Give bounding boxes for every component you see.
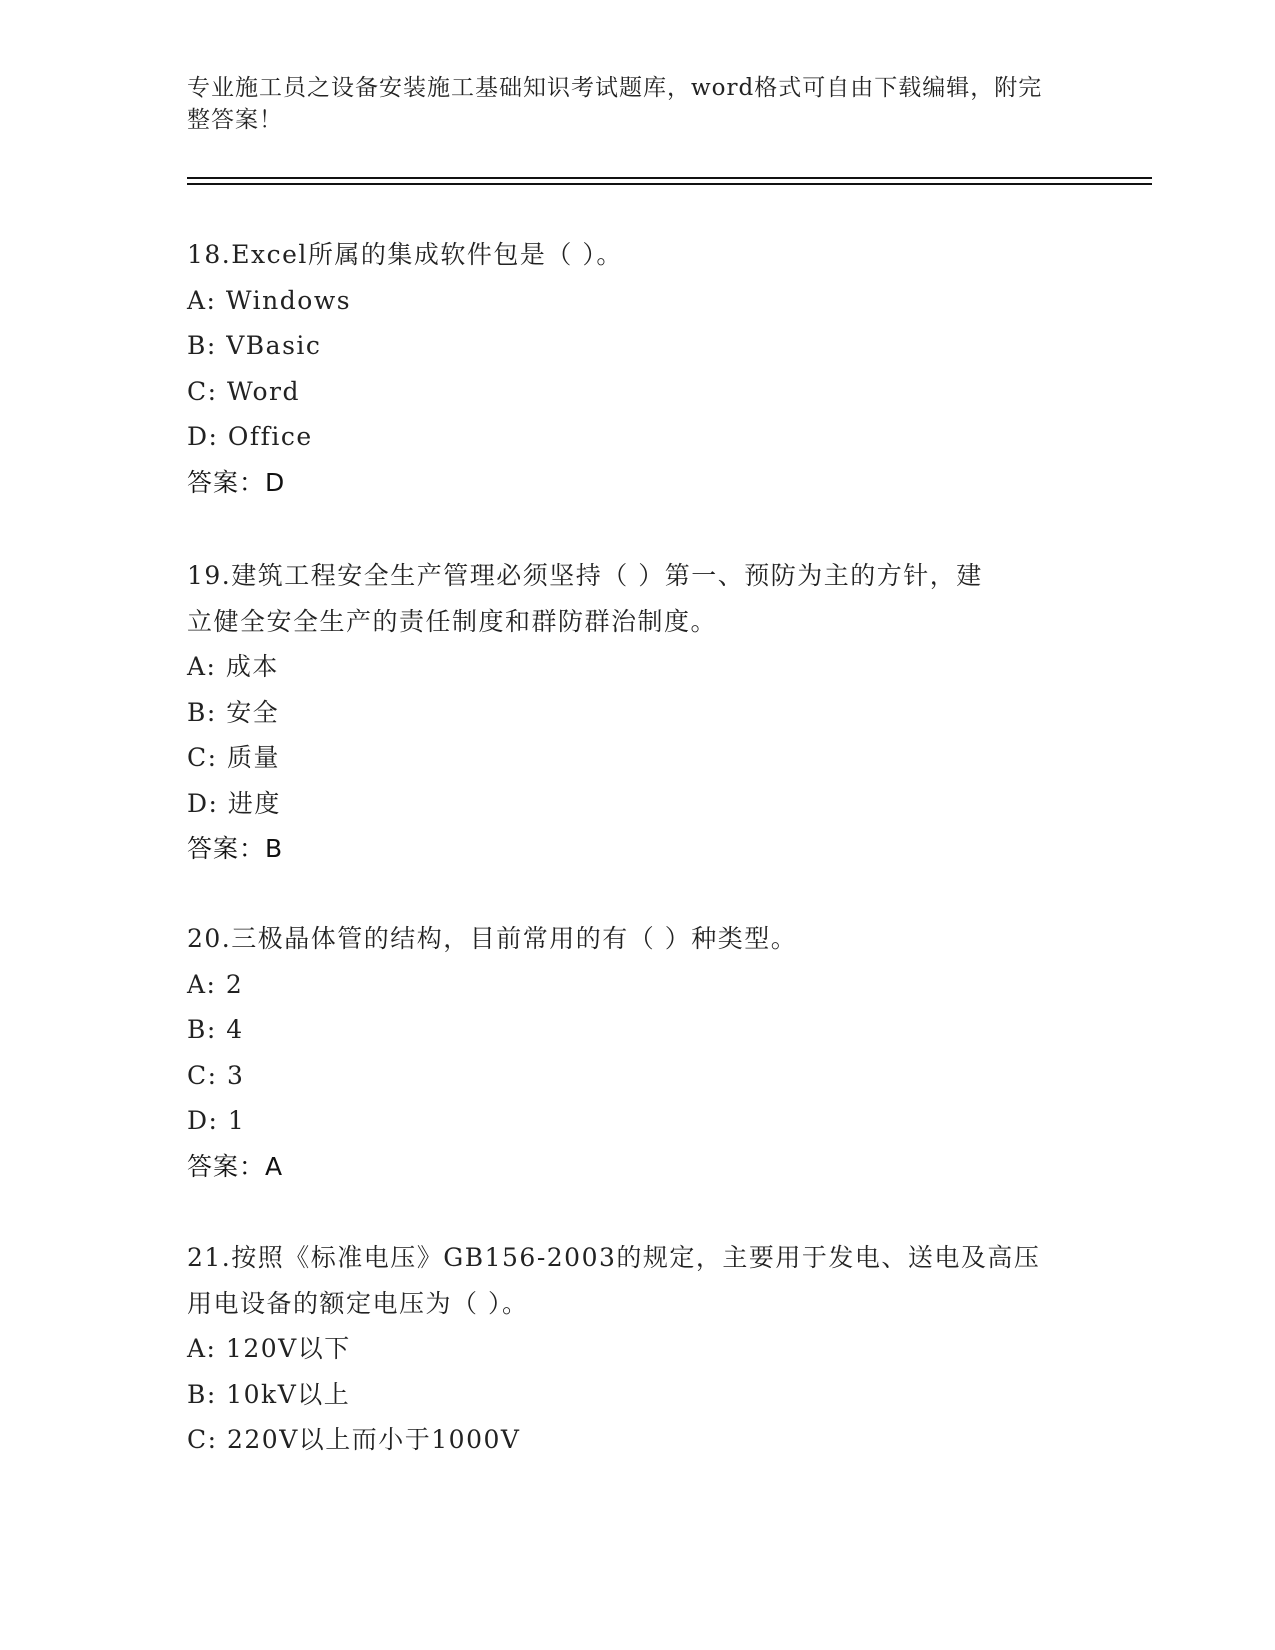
- question-stem: 18.Excel所属的集成软件包是（ ）。: [187, 240, 623, 269]
- question-18: [187, 232, 1087, 505]
- question-19: [187, 553, 1087, 872]
- option-c: C: 220V以上而小于1000V: [187, 1425, 521, 1454]
- document-header: [187, 72, 1067, 136]
- question-stem: 19.建筑工程安全生产管理必须坚持（ ）第一、预防为主的方针，建 立健全安全生产的责任制度和群防群治制度。: [187, 561, 983, 636]
- option-c: C: 3: [187, 1060, 245, 1090]
- option-d: D: Office: [187, 422, 313, 451]
- option-c: C: 质量: [187, 743, 280, 772]
- option-b: B: 4: [187, 1015, 244, 1044]
- option-a: A: 2: [187, 969, 244, 999]
- answer: 答案：D: [187, 467, 286, 497]
- option-b: B: 10kV以上: [187, 1379, 351, 1409]
- option-a: A: 成本: [187, 652, 279, 681]
- answer: 答案：B: [187, 834, 284, 863]
- header-divider-bottom: [187, 183, 1152, 185]
- question-20: [187, 916, 1087, 1189]
- question-stem: 20.三极晶体管的结构，目前常用的有（ ）种类型。: [187, 924, 798, 953]
- option-a: A: Windows: [187, 285, 352, 315]
- answer: 答案：A: [187, 1151, 284, 1181]
- option-b: B: 安全: [187, 697, 280, 727]
- header-line-1: 专业施工员之设备安装施工基础知识考试题库，word格式可自由下载编辑，附完: [187, 75, 1043, 101]
- question-stem: 21.按照《标准电压》GB156-2003的规定，主要用于发电、送电及高压 用电设备的额定电压为（ ）。: [187, 1243, 1041, 1318]
- option-b: B: VBasic: [187, 331, 322, 360]
- header-line-2: 整答案！: [187, 107, 283, 133]
- question-21: [187, 1235, 1087, 1463]
- option-d: D: 进度: [187, 788, 281, 818]
- header-divider-top: [187, 177, 1152, 179]
- option-d: D: 1: [187, 1106, 246, 1135]
- option-c: C: Word: [187, 376, 301, 406]
- option-a: A: 120V以下: [187, 1334, 351, 1363]
